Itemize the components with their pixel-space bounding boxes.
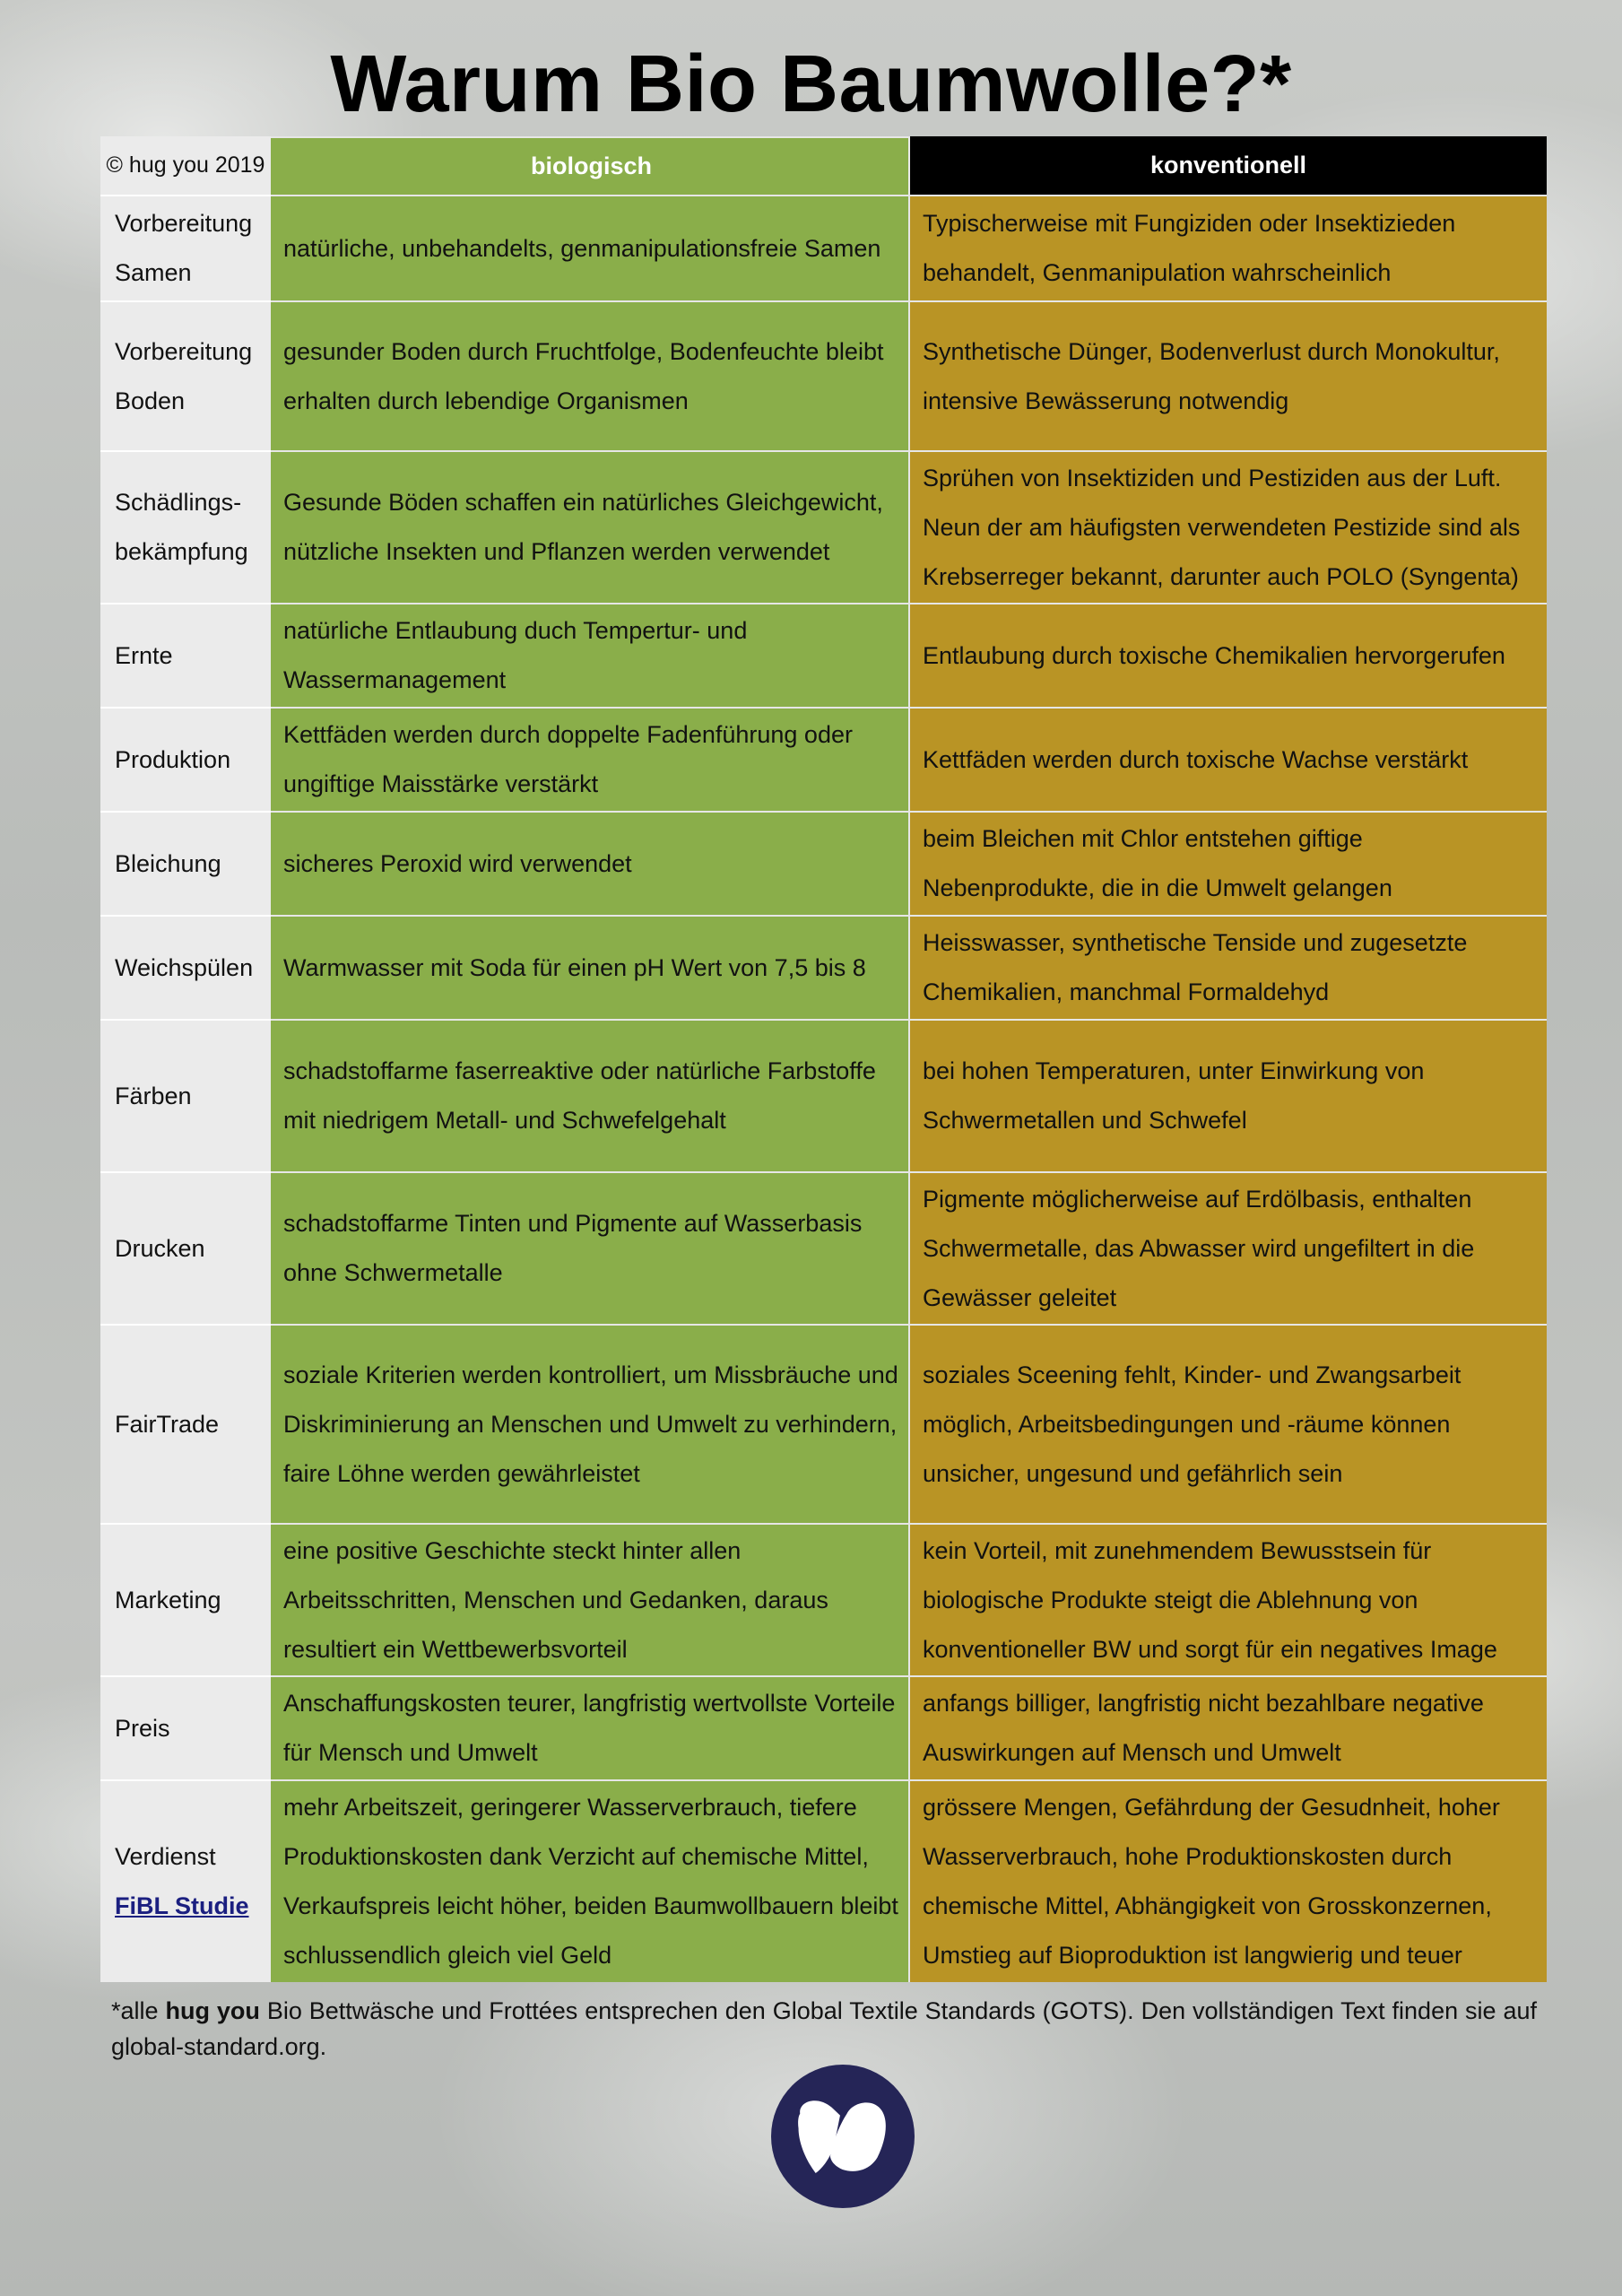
konv-cell: Kettfäden werden durch toxische Wachse verstärkt [910,707,1547,811]
bio-cell: sicheres Peroxid wird verwendet [271,811,910,915]
konv-cell: Sprühen von Insektiziden und Pestiziden aus der Luft. Neun der am häufigsten verwendeten Pestizide sind als Krebserreger bekannt, darunter auch POLO (Syngenta) [910,450,1547,603]
konv-cell: Synthetische Dünger, Bodenverlust durch Monokultur, intensive Bewässerung notwendig [910,300,1547,450]
bio-cell: Warmwasser mit Soda für einen pH Wert von 7,5 bis 8 [271,915,910,1019]
bio-cell: natürliche Entlaubung duch Tempertur- und Wassermanagement [271,603,910,707]
brand-logo [771,2065,915,2208]
bio-cell: Gesunde Böden schaffen ein natürliches Gleichgewicht, nützliche Insekten und Pflanzen werden verwendet [271,450,910,603]
konv-cell: grössere Mengen, Gefährdung der Gesudnheit, hoher Wasserverbrauch, hohe Produktionskosten durch chemische Mittel, Abhängigkeit von Grosskonzernen, Umstieg auf Bioproduktion ist langwierig und teuer [910,1779,1547,1982]
fibl-study-link[interactable]: FiBL Studie [115,1892,249,1919]
konv-cell: kein Vorteil, mit zunehmendem Bewusstsein für biologische Produkte steigt die Ablehnung von konventioneller BW und sorgt für ein negatives Image [910,1523,1547,1675]
footnote: *alle hug you Bio Bettwäsche und Frottées entsprechen den Global Textile Standards (GOTS). Den vollständigen Text finden sie auf global-standard.org. [111,1997,1537,2060]
bio-cell: natürliche, unbehandelts, genmanipulationsfreie Samen [271,195,910,300]
bio-cell: Anschaffungskosten teurer, langfristig wertvollste Vorteile für Mensch und Umwelt [271,1675,910,1779]
konv-cell: Typischerweise mit Fungiziden oder Insektizieden behandelt, Genmanipulation wahrscheinlich [910,195,1547,300]
bio-cell: gesunder Boden durch Fruchtfolge, Bodenfeuchte bleibt erhalten durch lebendige Organismen [271,300,910,450]
row-label: Preis [100,1675,271,1779]
row-label: Schädlings-bekämpfung [100,450,271,603]
konv-cell: beim Bleichen mit Chlor entstehen giftige Nebenprodukte, die in die Umwelt gelangen [910,811,1547,915]
konv-cell: soziales Sceening fehlt, Kinder- und Zwangsarbeit möglich, Arbeitsbedingungen und -räume können unsicher, ungesund und gefährlich sein [910,1324,1547,1523]
row-label: Ernte [100,603,271,707]
brand-name: hug you [165,1997,260,2024]
column-header-konv: konventionell [910,136,1547,195]
konv-cell: bei hohen Temperaturen, unter Einwirkung von Schwermetallen und Schwefel [910,1019,1547,1171]
bio-cell: schadstoffarme Tinten und Pigmente auf Wasserbasis ohne Schwermetalle [271,1171,910,1324]
copyright-note: © hug you 2019 [100,136,271,195]
bio-cell: mehr Arbeitszeit, geringerer Wasserverbrauch, tiefere Produktionskosten dank Verzicht auf chemische Mittel, Verkaufspreis leicht höher, beiden Baumwollbauern bleibt schlussendlich gleich viel Geld [271,1779,910,1982]
konv-cell: anfangs billiger, langfristig nicht bezahlbare negative Auswirkungen auf Mensch und Umwelt [910,1675,1547,1779]
bio-cell: soziale Kriterien werden kontrolliert, um Missbräuche und Diskriminierung an Menschen und Umwelt zu verhindern, faire Löhne werden gewährleistet [271,1324,910,1523]
bio-cell: schadstoffarme faserreaktive oder natürliche Farbstoffe mit niedrigem Metall- und Schwefelgehalt [271,1019,910,1171]
row-label: Bleichung [100,811,271,915]
row-label: Vorbereitung Samen [100,195,271,300]
column-header-bio: biologisch [271,136,910,195]
konv-cell: Entlaubung durch toxische Chemikalien hervorgerufen [910,603,1547,707]
row-label: Färben [100,1019,271,1171]
row-label: Weichspülen [100,915,271,1019]
comparison-table [100,136,1547,1982]
bio-cell: eine positive Geschichte steckt hinter allen Arbeitsschritten, Menschen und Gedanken, daraus resultiert ein Wettbewerbsvorteil [271,1523,910,1675]
two-hearts-icon [793,2093,893,2179]
row-label: FairTrade [100,1324,271,1523]
row-label: Produktion [100,707,271,811]
row-label: Vorbereitung Boden [100,300,271,450]
bio-cell: Kettfäden werden durch doppelte Fadenführung oder ungiftige Maisstärke verstärkt [271,707,910,811]
row-label: Marketing [100,1523,271,1675]
row-label-text: Verdienst [115,1843,216,1870]
row-label: Drucken [100,1171,271,1324]
page-title: Warum Bio Baumwolle?* [330,39,1292,129]
row-label [100,1779,271,1982]
konv-cell: Pigmente möglicherweise auf Erdölbasis, enthalten Schwermetalle, das Abwasser wird ungefiltert in die Gewässer geleitet [910,1171,1547,1324]
konv-cell: Heisswasser, synthetische Tenside und zugesetzte Chemikalien, manchmal Formaldehyd [910,915,1547,1019]
